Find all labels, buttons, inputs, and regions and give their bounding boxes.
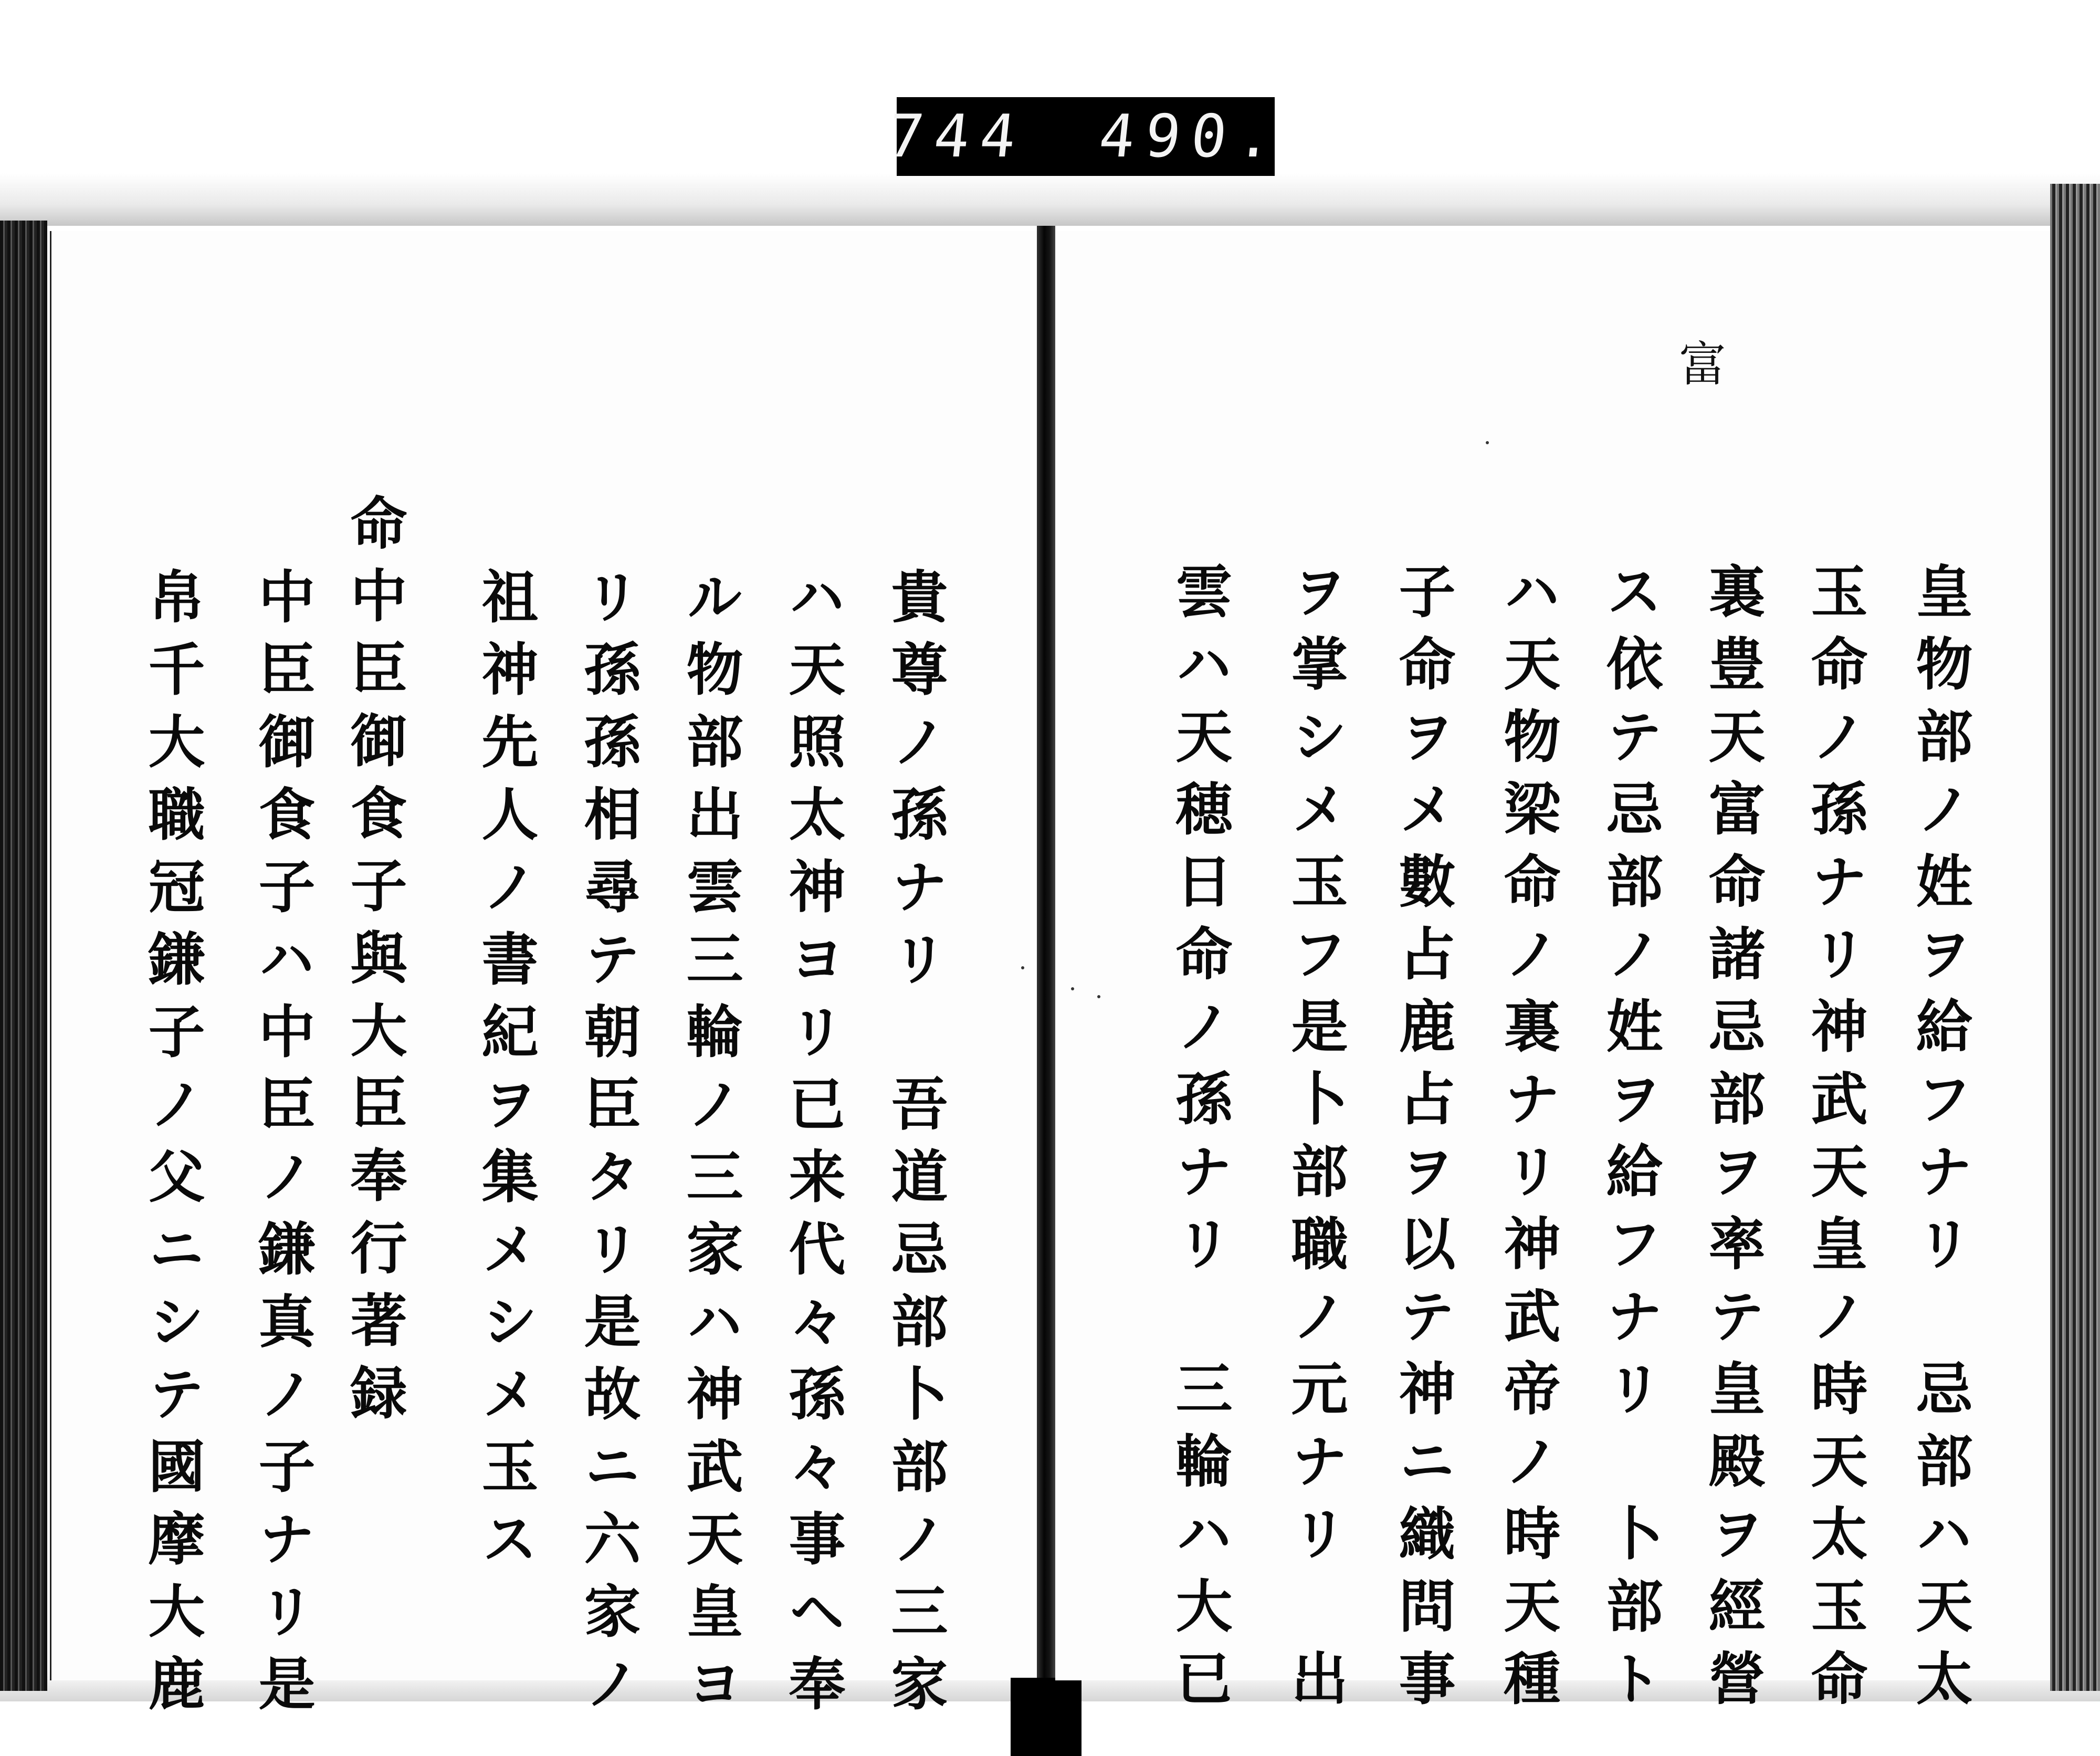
left-col-7: 中臣御食子ハ中臣ノ鎌真ノ子ナリ是	[249, 567, 315, 1727]
catalog-number-right: 490.	[1096, 102, 1287, 171]
book-spine	[1037, 226, 1055, 1686]
right-col-7: ヲ掌シメ玉フ是卜部職ノ元ナリ 出	[1282, 562, 1348, 1721]
book-left-edge	[0, 221, 47, 1691]
scan-speck	[1021, 966, 1024, 969]
right-col-8: 雲ハ天穂日命ノ孫ナリ 三輪ハ大已	[1166, 562, 1232, 1721]
left-col-8: 帛千大職冠鎌子ノ父ニシテ國摩大鹿	[139, 567, 205, 1727]
right-col-2: 玉命ノ孫ナリ神武天皇ノ時天太玉命	[1801, 562, 1867, 1721]
right-col-4: ス依テ忌部ノ姓ヲ給フナリ 卜部ト	[1597, 562, 1663, 1721]
right-col-3: 裏豊天富命諸忌部ヲ率テ皇殿ヲ經營	[1699, 562, 1765, 1721]
left-col-3: ル物部出雲三輪ノ三家ハ神武天皇ヨ	[677, 567, 743, 1727]
right-col-5: ハ天物梁命ノ裏ナリ神武帝ノ時天種	[1494, 562, 1560, 1721]
right-col-1: 皇物部ノ姓ヲ給フナリ 忌部ハ天太	[1906, 562, 1972, 1721]
left-col-1: 貴尊ノ孫ナリ 吾道忌部卜部ノ三家	[881, 567, 948, 1727]
scan-speck	[1097, 995, 1100, 998]
page-header-char: 富	[1679, 337, 1726, 392]
scanner-top-strip	[0, 173, 2100, 226]
left-page	[50, 231, 1038, 1727]
right-col-6: 子命ヲメ數占鹿占ヲ以テ神ニ織問事	[1389, 562, 1455, 1721]
scan-speck	[1486, 441, 1489, 444]
book-right-edge	[2050, 184, 2100, 1691]
left-col-4: リ孫孫相尋テ朝臣タリ是故ニ六家ノ	[574, 567, 640, 1727]
catalog-number-left: 744	[885, 102, 1030, 171]
left-col-6: 命中臣御食子與大臣奉行著録	[341, 494, 407, 1436]
left-col-5: 祖神先人ノ書紀ヲ集メシメ玉ス	[472, 567, 538, 1582]
spine-foot-block	[1011, 1678, 1082, 1756]
catalog-label-plate	[885, 97, 1287, 176]
left-col-2: ハ天照太神ヨリ已来代々孫々事ヘ奉	[779, 567, 845, 1727]
scan-speck	[1071, 987, 1074, 990]
